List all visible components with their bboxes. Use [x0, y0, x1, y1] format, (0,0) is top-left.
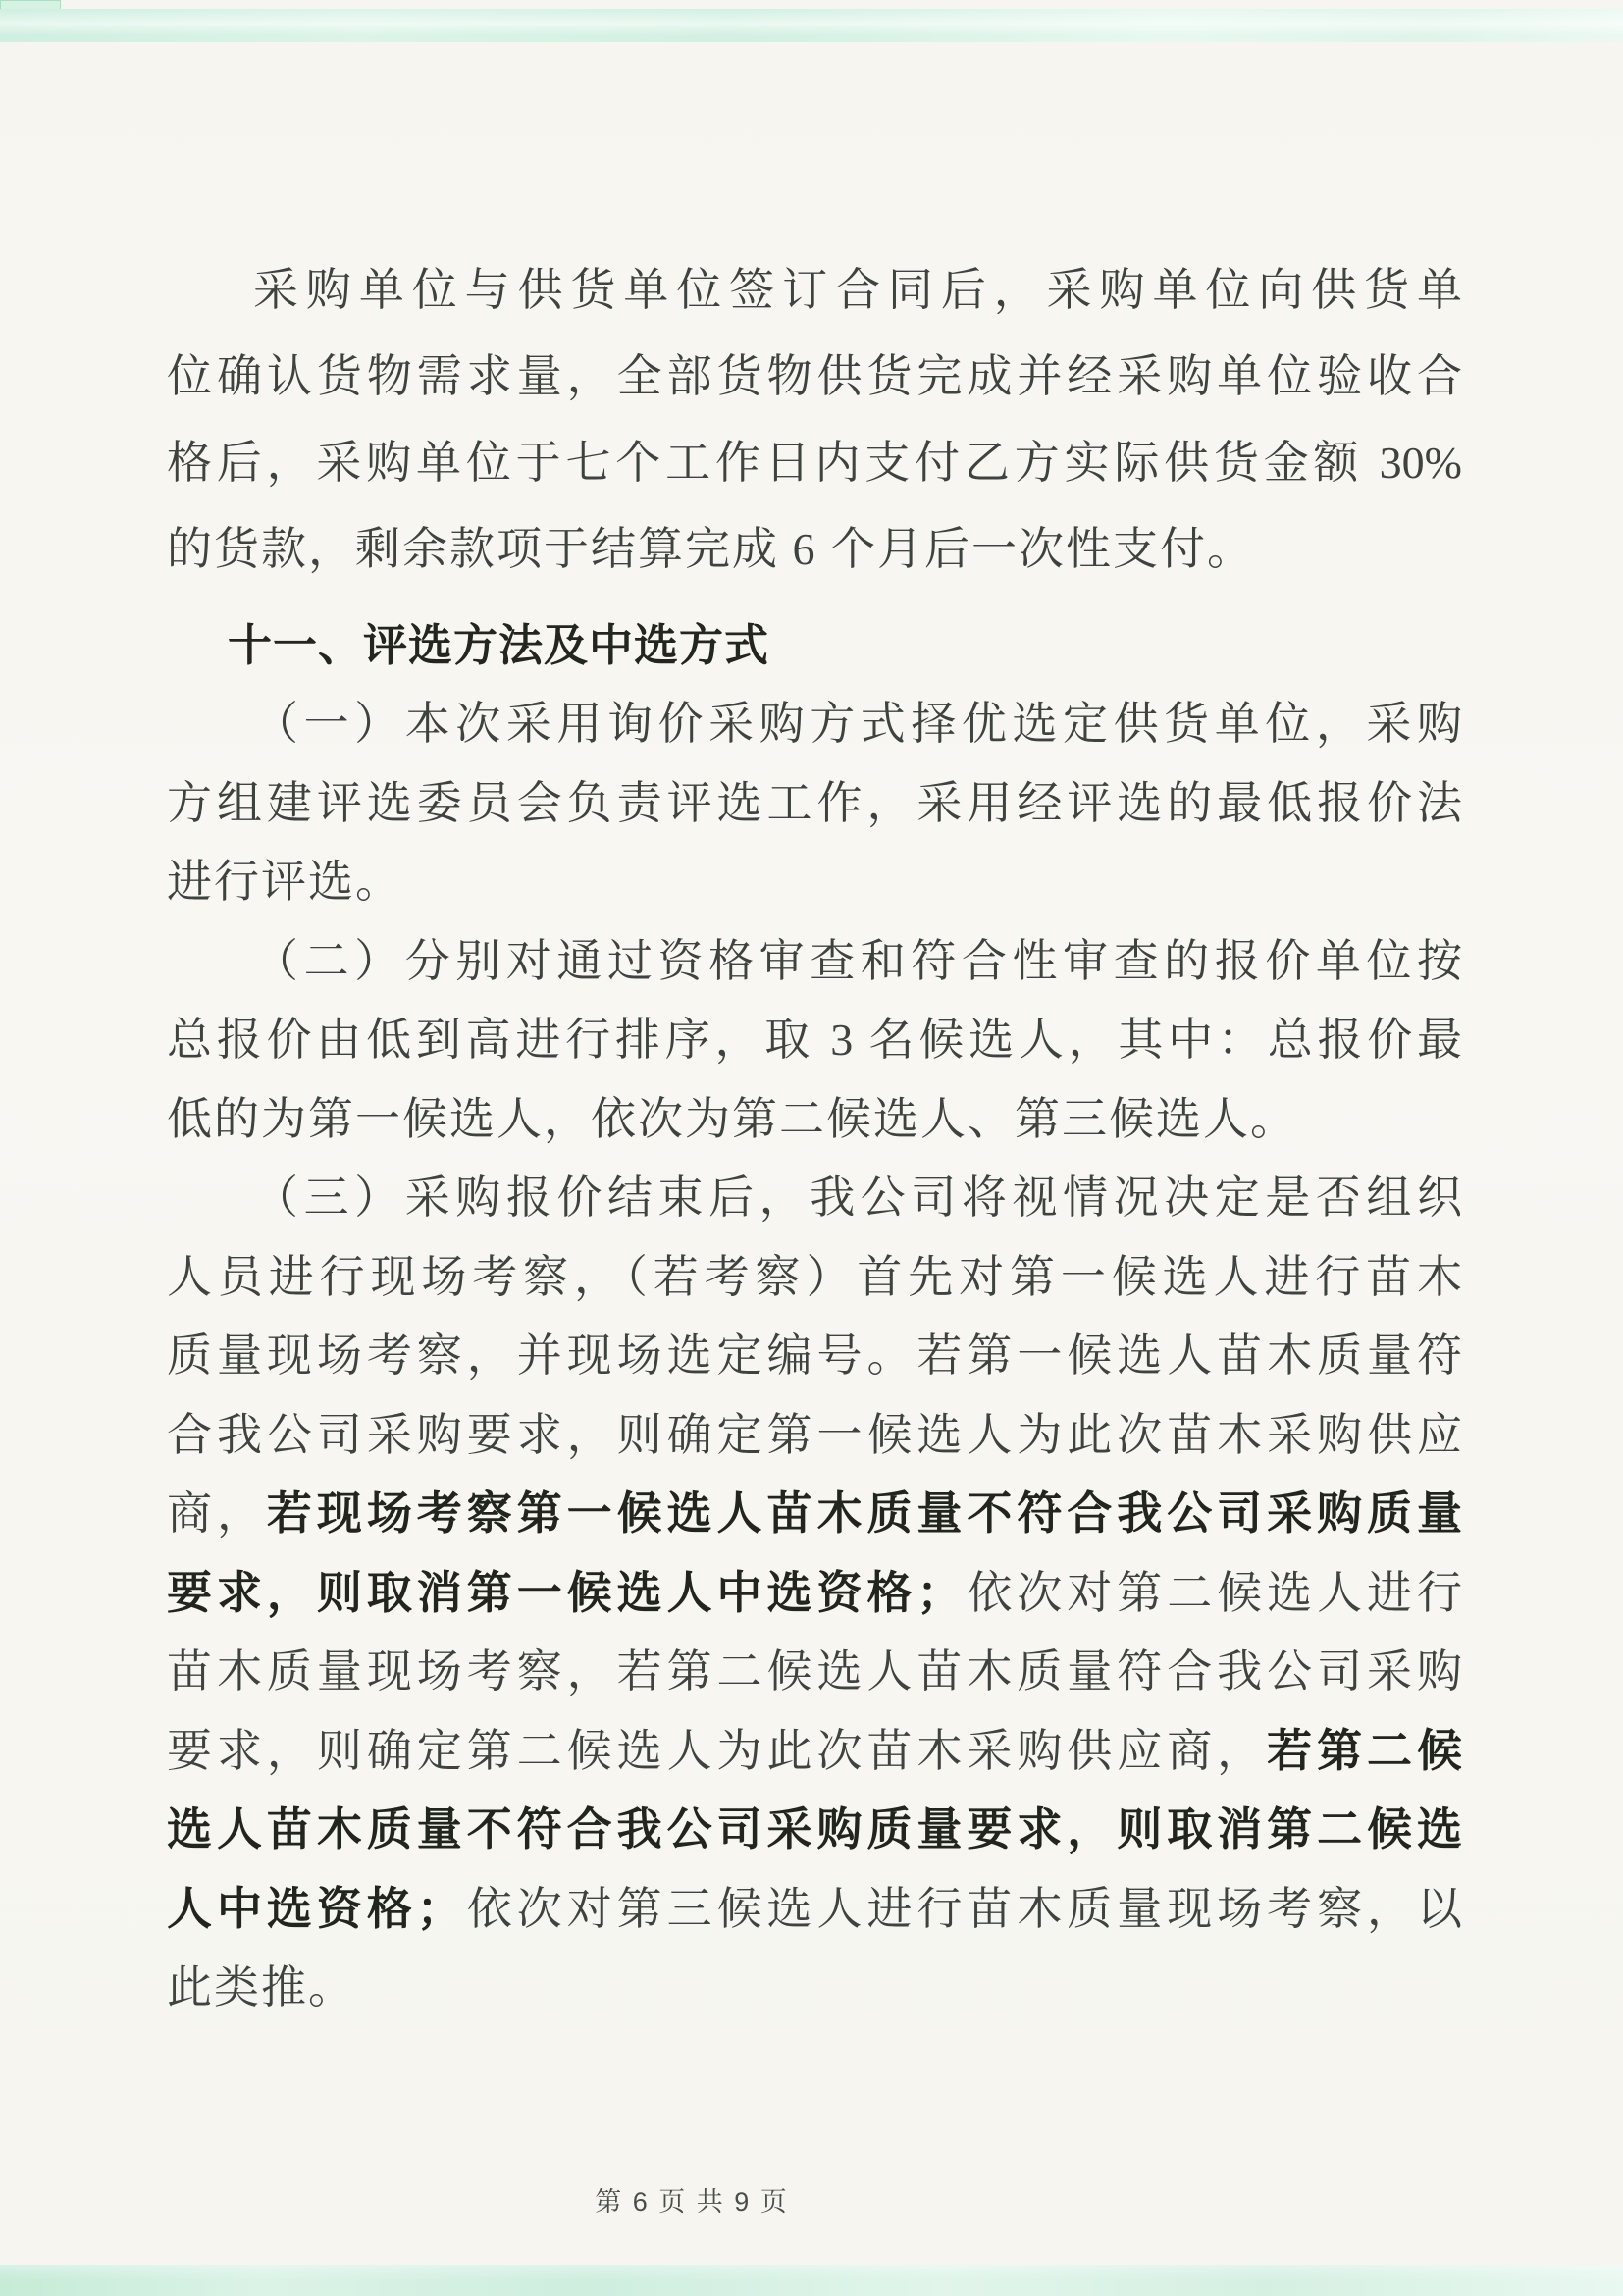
paragraph: [167, 1159, 1462, 2028]
bold-text-run: 要求，则取消第一候选人中选资格；: [167, 1567, 963, 1618]
text-run: 人员进行现场考察，（若考察）首先对第一候选人进行苗木: [167, 1251, 1462, 1302]
text-run: 低的为第一候选人，依次为第二候选人、第三候选人。: [167, 1093, 1297, 1144]
text-line: [167, 1712, 1462, 1792]
text-line: [167, 1396, 1462, 1476]
text-run: （一）本次采用询价采购方式择优选定供货单位，采购: [253, 699, 1462, 749]
text-line: [167, 1791, 1462, 1870]
text-run: 合我公司采购要求，则确定第一候选人为此次苗木采购供应: [167, 1409, 1462, 1460]
text-run: 依次对第三候选人进行苗木质量现场考察，以: [461, 1883, 1463, 1934]
text-line: [167, 1554, 1462, 1634]
text-run: 的货款，剩余款项于结算完成 6 个月后一次性支付。: [167, 524, 1254, 574]
document-body: [167, 247, 1462, 2028]
text-line: [167, 1080, 1462, 1160]
text-run: 要求，则确定第二候选人为此次苗木采购供应商，: [167, 1725, 1268, 1776]
section-heading: 十一、评选方法及中选方式: [228, 621, 770, 670]
text-run: 依次对第二候选人进行: [962, 1567, 1463, 1618]
text-line: [167, 1238, 1462, 1318]
text-run: （三）采购报价结束后，我公司将视情况决定是否组织: [253, 1173, 1462, 1223]
text-run: 总报价由低到高进行排序，取 3 名候选人，其中：总报价最: [167, 1015, 1462, 1065]
paragraph: [167, 247, 1462, 593]
page-number-footer: 第 6 页 共 9 页: [595, 2187, 789, 2217]
scan-artifact-top-band: [0, 9, 1623, 42]
text-run: 格后，采购单位于七个工作日内支付乙方实际供货金额 30%: [167, 438, 1462, 488]
text-run: 进行评选。: [167, 857, 402, 907]
text-line: [167, 922, 1462, 1002]
bold-text-run: 若现场考察第一候选人苗木质量不符合我公司采购质量: [266, 1488, 1463, 1539]
text-run: 位确认货物需求量，全部货物供货完成并经采购单位验收合: [167, 351, 1462, 401]
text-line: [167, 334, 1462, 420]
text-run: 质量现场考察，并现场选定编号。若第一候选人苗木质量符: [167, 1331, 1462, 1381]
bold-text-run: 若第二候: [1267, 1725, 1463, 1776]
text-line: [167, 1475, 1462, 1554]
text-line: [167, 1870, 1462, 1950]
paragraph: [167, 922, 1462, 1160]
text-line: [167, 1633, 1462, 1712]
text-line: [167, 1949, 1462, 2028]
text-run: 苗木质量现场考察，若第二候选人苗木质量符合我公司采购: [167, 1646, 1462, 1696]
bold-text-run: 选人苗木质量不符合我公司采购质量要求，则取消第二候选: [167, 1804, 1462, 1854]
text-line: [167, 764, 1462, 844]
text-line: [167, 1159, 1462, 1238]
text-run: 商，: [167, 1488, 267, 1539]
text-run: 方组建评选委员会负责评选工作，采用经评选的最低报价法: [167, 777, 1462, 828]
bold-text-run: 人中选资格；: [167, 1883, 462, 1934]
text-line: [167, 1317, 1462, 1396]
text-run: 采购单位与供货单位签订合同后，采购单位向供货单: [253, 265, 1462, 315]
paragraph: [167, 685, 1462, 922]
text-run: （二）分别对通过资格审查和符合性审查的报价单位按: [253, 935, 1462, 986]
text-line: [167, 1001, 1462, 1080]
text-run: 此类推。: [167, 1962, 355, 2012]
text-line: [167, 843, 1462, 922]
text-line: [167, 420, 1462, 506]
text-line: [167, 685, 1462, 764]
text-line: [167, 506, 1462, 593]
scan-artifact-bottom-band: [0, 2265, 1623, 2296]
text-line: [167, 247, 1462, 334]
